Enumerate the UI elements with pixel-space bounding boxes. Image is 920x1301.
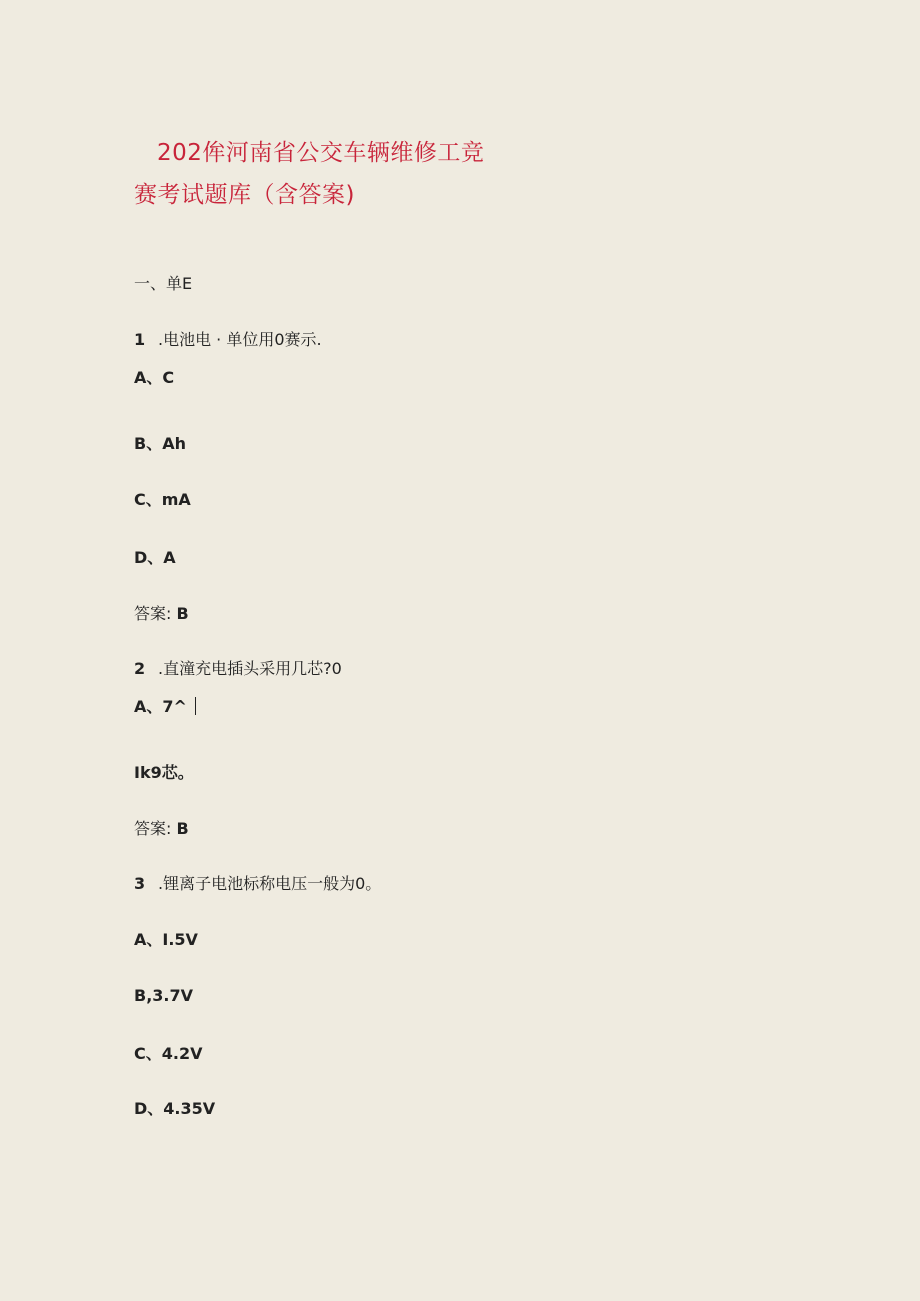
question-1-option-c [134, 490, 191, 510]
option-value: 3.7V [152, 986, 194, 1005]
option-label: A、 [134, 368, 163, 387]
option-value: 4.2V [161, 1044, 203, 1063]
answer-value: B [176, 819, 189, 838]
question-3-option-b [134, 986, 193, 1006]
question-2-extra-line: Ik9芯。 [134, 763, 194, 782]
question-text: .电池电 · 单位用0赛示. [158, 330, 322, 349]
option-label: B, [134, 986, 153, 1005]
answer-value: B [176, 604, 189, 623]
option-value: Ah [162, 434, 186, 453]
question-3 [134, 874, 381, 894]
question-text: .直潼充电插头采用几芯?0 [158, 659, 342, 678]
question-2 [134, 659, 342, 679]
option-value: 7^ [162, 697, 187, 716]
answer-label: 答案: [134, 604, 172, 623]
option-label: D、 [134, 548, 164, 567]
option-value: I.5V [162, 930, 198, 949]
option-label: A、 [134, 697, 163, 716]
option-value: C [162, 368, 175, 387]
question-number: 2 [134, 659, 146, 678]
question-number: 3 [134, 874, 146, 893]
section-heading: 一、单E [134, 274, 193, 293]
option-value: mA [161, 490, 191, 509]
document-title-line-2: 赛考试题库（含答案) [134, 182, 355, 208]
question-1 [134, 330, 322, 350]
option-label: A、 [134, 930, 163, 949]
vertical-bar-mark [195, 697, 196, 715]
answer-label: 答案: [134, 819, 172, 838]
option-label: C、 [134, 490, 162, 509]
question-3-option-c [134, 1044, 202, 1064]
question-1-option-d [134, 548, 176, 568]
question-3-option-d [134, 1099, 215, 1119]
option-label: B、 [134, 434, 163, 453]
question-3-option-a [134, 930, 198, 950]
question-1-option-b [134, 434, 186, 454]
question-1-option-a [134, 368, 174, 388]
question-2-answer [134, 819, 189, 839]
document-title-line-1: 202侔河南省公交车辆维修工竞 [157, 140, 485, 166]
option-label: C、 [134, 1044, 162, 1063]
option-label: D、 [134, 1099, 164, 1118]
option-value: 4.35V [163, 1099, 216, 1118]
question-2-option-a [134, 697, 196, 717]
question-text: .锂离子电池标称电压一般为0。 [158, 874, 382, 893]
question-1-answer [134, 604, 189, 624]
option-value: A [163, 548, 176, 567]
question-number: 1 [134, 330, 146, 349]
